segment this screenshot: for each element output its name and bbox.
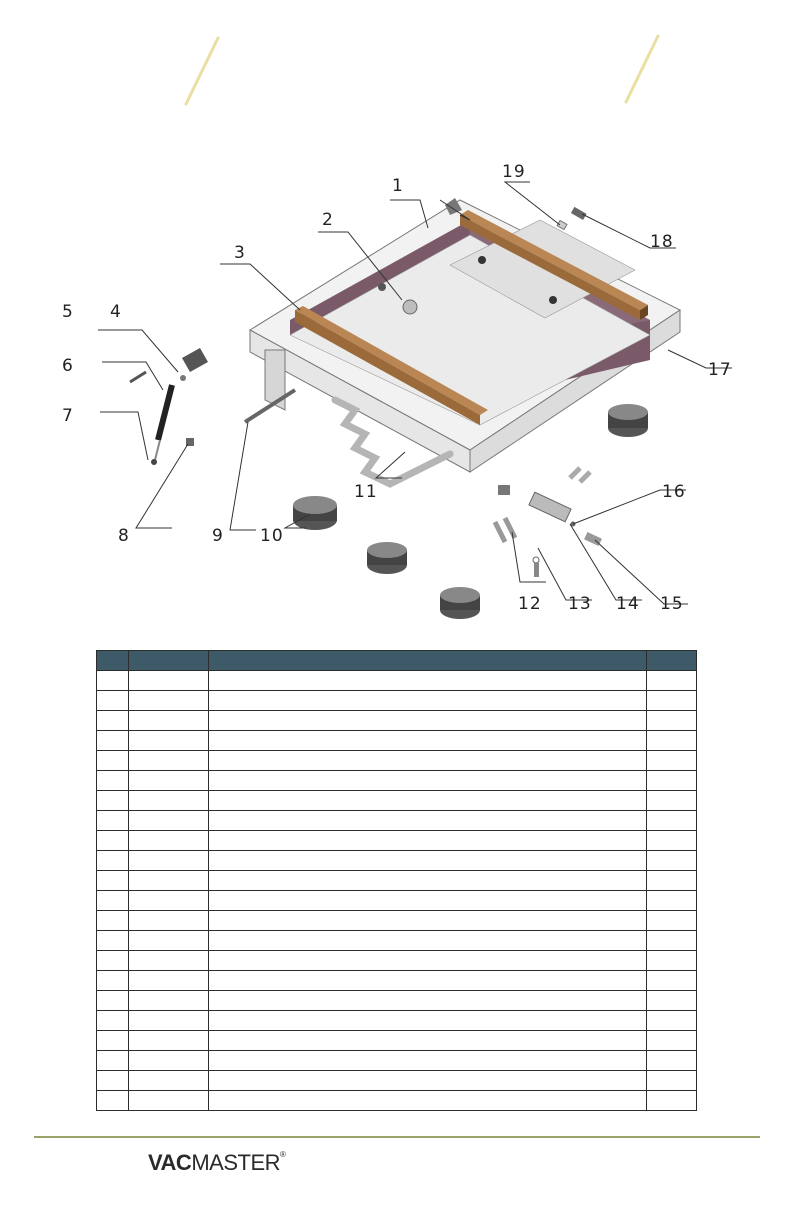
cell-qty xyxy=(647,1071,697,1091)
cell-description xyxy=(209,791,647,811)
cell-qty xyxy=(647,751,697,771)
cell-description xyxy=(209,711,647,731)
cell-no xyxy=(97,1031,129,1051)
header-description xyxy=(209,651,647,671)
parts-table-header xyxy=(97,651,697,671)
cell-no xyxy=(97,751,129,771)
cell-qty xyxy=(647,711,697,731)
cell-qty xyxy=(647,811,697,831)
callout-9: 9 xyxy=(212,526,224,546)
cell-description xyxy=(209,1031,647,1051)
logo-vac: VAC xyxy=(148,1150,192,1175)
cell-description xyxy=(209,971,647,991)
cell-part-number xyxy=(129,911,209,931)
cell-part-number xyxy=(129,851,209,871)
header-qty xyxy=(647,651,697,671)
cell-qty xyxy=(647,871,697,891)
cell-no xyxy=(97,851,129,871)
hardware-parts xyxy=(495,468,602,577)
cell-description xyxy=(209,891,647,911)
table-row xyxy=(97,791,697,811)
cell-qty xyxy=(647,1031,697,1051)
table-row xyxy=(97,1091,697,1111)
table-row xyxy=(97,691,697,711)
cell-qty xyxy=(647,931,697,951)
callout-19: 19 xyxy=(502,162,526,182)
table-row xyxy=(97,731,697,751)
cell-description xyxy=(209,831,647,851)
callout-7: 7 xyxy=(62,406,74,426)
decorative-slash-right xyxy=(620,34,664,106)
cell-part-number xyxy=(129,931,209,951)
cell-qty xyxy=(647,851,697,871)
cell-description xyxy=(209,951,647,971)
callout-15: 15 xyxy=(660,594,684,614)
table-row xyxy=(97,831,697,851)
cell-part-number xyxy=(129,1011,209,1031)
cell-part-number xyxy=(129,991,209,1011)
cell-description xyxy=(209,931,647,951)
vacmaster-logo xyxy=(148,1150,285,1176)
cell-description xyxy=(209,1091,647,1111)
cell-qty xyxy=(647,731,697,751)
cell-qty xyxy=(647,911,697,931)
cell-part-number xyxy=(129,1051,209,1071)
cell-part-number xyxy=(129,1031,209,1051)
cell-no xyxy=(97,831,129,851)
callout-12: 12 xyxy=(518,594,542,614)
decorative-slash-left xyxy=(180,36,224,108)
cell-description xyxy=(209,771,647,791)
cell-qty xyxy=(647,971,697,991)
cell-no xyxy=(97,1051,129,1071)
cell-no xyxy=(97,951,129,971)
cell-description xyxy=(209,1011,647,1031)
callout-1: 1 xyxy=(392,176,404,196)
cell-no xyxy=(97,971,129,991)
callout-16: 16 xyxy=(662,482,686,502)
table-row xyxy=(97,871,697,891)
cell-qty xyxy=(647,1051,697,1071)
cell-part-number xyxy=(129,671,209,691)
callout-5: 5 xyxy=(62,302,74,322)
table-row xyxy=(97,811,697,831)
cell-part-number xyxy=(129,871,209,891)
table-row xyxy=(97,951,697,971)
table-row xyxy=(97,751,697,771)
cell-description xyxy=(209,911,647,931)
cell-description xyxy=(209,751,647,771)
cell-no xyxy=(97,691,129,711)
cell-no xyxy=(97,871,129,891)
cell-description xyxy=(209,691,647,711)
table-row xyxy=(97,1031,697,1051)
cell-no xyxy=(97,791,129,811)
callout-3: 3 xyxy=(234,243,246,263)
cell-no xyxy=(97,1091,129,1111)
table-row xyxy=(97,1011,697,1031)
cell-no xyxy=(97,911,129,931)
cell-qty xyxy=(647,771,697,791)
logo-master: MASTER xyxy=(191,1150,281,1175)
logo-trademark: ® xyxy=(280,1150,286,1159)
cell-part-number xyxy=(129,731,209,751)
cell-qty xyxy=(647,791,697,811)
cell-no xyxy=(97,731,129,751)
diagram-illustration xyxy=(50,160,762,626)
callout-8: 8 xyxy=(118,526,130,546)
cell-part-number xyxy=(129,771,209,791)
cell-qty xyxy=(647,1091,697,1111)
table-row xyxy=(97,991,697,1011)
callout-13: 13 xyxy=(568,594,592,614)
cell-part-number xyxy=(129,951,209,971)
lid-hinge-parts xyxy=(130,348,208,465)
cell-qty xyxy=(647,691,697,711)
cell-description xyxy=(209,991,647,1011)
cell-no xyxy=(97,1011,129,1031)
table-row xyxy=(97,931,697,951)
header-no xyxy=(97,651,129,671)
cell-description xyxy=(209,1071,647,1091)
cell-no xyxy=(97,931,129,951)
cell-description xyxy=(209,731,647,751)
cell-description xyxy=(209,671,647,691)
cell-part-number xyxy=(129,811,209,831)
exploded-parts-diagram xyxy=(50,160,762,626)
callout-6: 6 xyxy=(62,356,74,376)
cell-no xyxy=(97,1071,129,1091)
table-row xyxy=(97,911,697,931)
cell-qty xyxy=(647,831,697,851)
cell-part-number xyxy=(129,791,209,811)
header-part-number xyxy=(129,651,209,671)
cell-description xyxy=(209,851,647,871)
cell-no xyxy=(97,811,129,831)
cell-part-number xyxy=(129,751,209,771)
cell-part-number xyxy=(129,831,209,851)
cell-no xyxy=(97,771,129,791)
cell-part-number xyxy=(129,1091,209,1111)
callout-17: 17 xyxy=(708,360,732,380)
table-row xyxy=(97,1051,697,1071)
table-row xyxy=(97,671,697,691)
cell-no xyxy=(97,991,129,1011)
callout-11: 11 xyxy=(354,482,378,502)
cell-qty xyxy=(647,891,697,911)
cell-no xyxy=(97,711,129,731)
cell-qty xyxy=(647,671,697,691)
callout-4: 4 xyxy=(110,302,122,322)
cell-part-number xyxy=(129,971,209,991)
callout-18: 18 xyxy=(650,232,674,252)
parts-table-body xyxy=(97,671,697,1111)
cell-description xyxy=(209,1051,647,1071)
cell-qty xyxy=(647,991,697,1011)
cell-part-number xyxy=(129,1071,209,1091)
table-row xyxy=(97,1071,697,1091)
table-row xyxy=(97,851,697,871)
chamber-assembly xyxy=(245,198,680,484)
callout-2: 2 xyxy=(322,210,334,230)
callout-10: 10 xyxy=(260,526,284,546)
cell-part-number xyxy=(129,891,209,911)
cell-part-number xyxy=(129,691,209,711)
table-row xyxy=(97,891,697,911)
cell-description xyxy=(209,811,647,831)
parts-list-table xyxy=(96,650,697,1111)
cell-no xyxy=(97,671,129,691)
cell-qty xyxy=(647,951,697,971)
cell-part-number xyxy=(129,711,209,731)
table-row xyxy=(97,711,697,731)
table-row xyxy=(97,771,697,791)
callout-14: 14 xyxy=(616,594,640,614)
table-row xyxy=(97,971,697,991)
cell-no xyxy=(97,891,129,911)
footer-rule xyxy=(34,1136,760,1138)
cell-description xyxy=(209,871,647,891)
cell-qty xyxy=(647,1011,697,1031)
